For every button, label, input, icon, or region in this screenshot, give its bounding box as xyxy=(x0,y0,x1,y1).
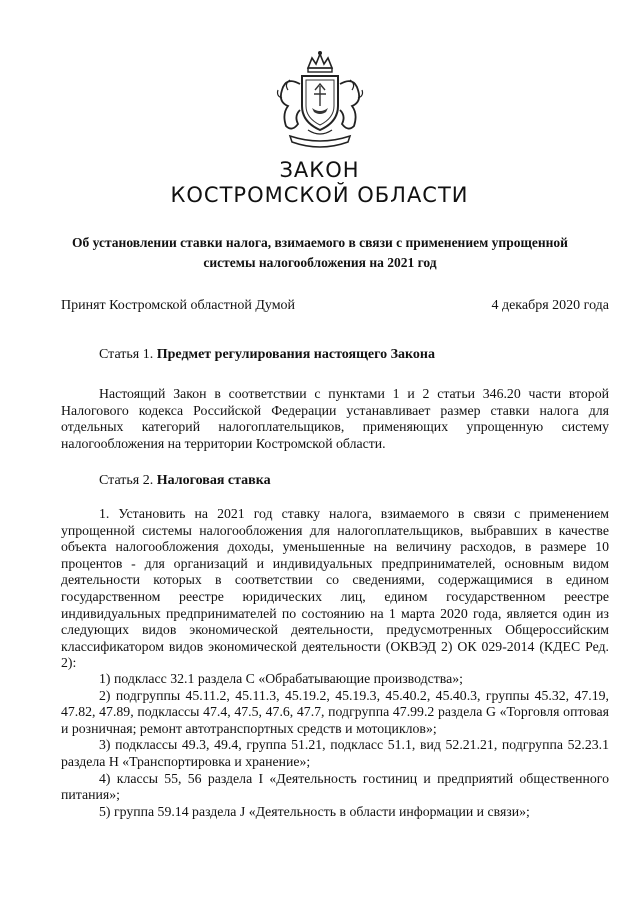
list-item: 1) подкласс 32.1 раздела C «Обрабатывающие производства»; xyxy=(99,671,463,686)
article-2-prefix: Статья 2. xyxy=(99,473,157,488)
law-title-line-2: КОСТРОМСКОЙ ОБЛАСТИ xyxy=(170,183,469,207)
article-1-heading xyxy=(99,347,435,363)
adopted-by: Принят Костромской областной Думой xyxy=(61,298,296,313)
article-1-title: Предмет регулирования настоящего Закона xyxy=(156,347,435,362)
article-2-intro: 1. Установить на 2021 год ставку налога, взимаемого в связи с применением упрощенной системы налогообложения для налогоплательщиков, выбравших в качестве объекта налогообложения доходы, уменьшенные на величину расходов, в размере 10 процентов - для организаций и индивидуальных предпринимателей, основным видом деятельности которых в соответствии со сведениями, содержащимися в едином государственном реестре юридических лиц, едином государственном реестре индивидуальных предпринимателей по состоянию на 1 марта 2020 года, является один из следующих видов экономической деятельности, предусмотренных Общероссийским классификатором видов экономической деятельности (ОКВЭД 2) ОК 029-2014 (КДЕС Ред. 2): xyxy=(61,506,609,671)
list-item: 4) классы 55, 56 раздела I «Деятельность гостиниц и предприятий общественного питания»; xyxy=(61,770,613,803)
article-1-prefix: Статья 1. xyxy=(99,347,157,362)
coat-of-arms-emblem xyxy=(268,50,372,154)
list-item: 5) группа 59.14 раздела J «Деятельность в области информации и связи»; xyxy=(99,803,530,819)
list-item: 3) подклассы 49.3, 49.4, группа 51.21, подкласс 51.1, вид 52.21.21, подгруппа 52.23.1 раздела H «Транспортировка и хранение»; xyxy=(61,737,613,769)
adoption-date: 4 декабря 2020 года xyxy=(491,298,609,313)
article-2-item-list xyxy=(61,671,613,820)
law-subject-title: Об установлении ставки налога, взимаемого в связи с применением упрощенной системы налогообложения на 2021 год xyxy=(72,235,568,270)
article-2-heading xyxy=(99,473,271,489)
list-item: 2) подгруппы 45.11.2, 45.11.3, 45.19.2, 45.19.3, 45.40.2, 45.40.3, группы 45.32, 47.19, 47.82, 47.89, подклассы 47.4, 47.5, 47.6, 47.7, подгруппа 47.99.2 раздела G «Торговля оптовая и розничная; ремонт автотранспортных средств и мотоциклов»; xyxy=(61,687,613,736)
article-1-text: Настоящий Закон в соответствии с пунктами 1 и 2 статьи 346.20 части второй Налогового кодекса Российской Федерации устанавливает размер ставки налога для отдельных категорий налогоплательщиков, применяющих упрощенную систему налогообложения на территории Костромской области. xyxy=(61,386,609,451)
article-2-title: Налоговая ставка xyxy=(156,473,271,488)
law-title-line-1: ЗАКОН xyxy=(279,158,360,182)
